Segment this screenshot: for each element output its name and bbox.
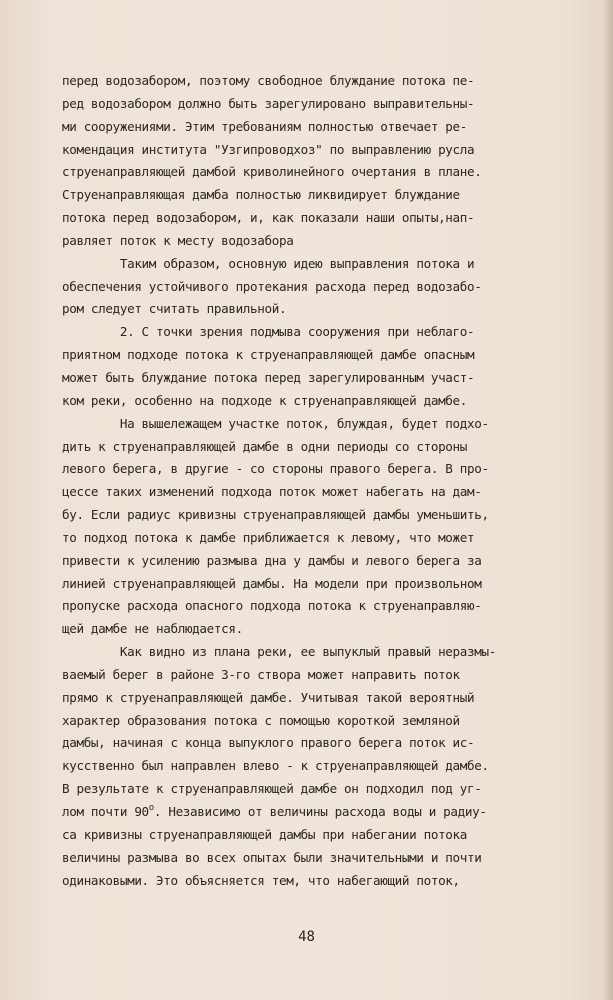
text-line: может быть блуждание потока перед зарегулированным участ- (62, 369, 475, 385)
text-line: характер образования потока с помощью короткой земляной (62, 712, 460, 728)
text-line: цессе таких изменений подхода поток может набегать на дам- (62, 484, 482, 500)
text-line: струенаправляющей дамбой криволинейного очертания в плане. (62, 164, 482, 180)
text-line: пропуске расхода опасного подхода потока к струенаправляю- (62, 598, 482, 614)
text-line: равляет поток к месту водозабора (62, 232, 294, 248)
text-line: щей дамбе не наблюдается. (62, 621, 243, 637)
degree-superscript: o (148, 803, 154, 813)
text-line: Как видно из плана реки, ее выпуклый правый неразмы- (62, 644, 496, 660)
text-line: дамбы, начиная с конца выпуклого правого берега поток ис- (62, 735, 475, 751)
text-line: бу. Если радиус кривизны струенаправляющей дамбы уменьшить, (62, 507, 489, 523)
text-line: дить к струенаправляющей дамбе в одни периоды со стороны (62, 438, 467, 454)
text-line: Струенаправляющая дамба полностью ликвидирует блуждание (62, 187, 460, 203)
text-line: комендация института "Узгипроводхоз" по выправлению русла (62, 141, 475, 157)
text-line: ваемый берег в районе 3-го створа может направить поток (62, 666, 460, 682)
text-line: приятном подходе потока к струенаправляющей дамбе опасным (62, 347, 475, 363)
text-line: В результате к струенаправляющей дамбе он подходил под уг- (62, 781, 482, 797)
text-line: ми сооружениями. Этим требованиям полностью отвечает ре- (62, 118, 467, 134)
text-line: ром следует считать правильной. (62, 301, 287, 317)
text-fragment: . Независимо от величины расхода воды и радиу- (153, 804, 487, 819)
text-line: ком реки, особенно на подходе к струенаправляющей дамбе. (62, 392, 467, 408)
text-line: са кривизны струенаправляющей дамбы при набегании потока (62, 826, 467, 842)
text-line: линией струенаправляющей дамбы. На модели при произвольном (62, 575, 482, 591)
text-line: то подход потока к дамбе приближается к левому, что может (62, 529, 475, 545)
text-line: кусственно был направлен влево - к струенаправляющей дамбе. (62, 758, 489, 774)
text-line: прямо к струенаправляющей дамбе. Учитывая такой вероятный (62, 689, 475, 705)
text-line: левого берега, в другие - со стороны правого берега. В про- (62, 461, 489, 477)
page-edge-shadow (603, 0, 613, 1000)
text-fragment: лом почти 90 (62, 804, 149, 819)
text-line: перед водозабором, поэтому свободное блуждание потока пе- (62, 73, 475, 88)
text-line: одинаковыми. Это объясняется тем, что набегающий поток, (62, 872, 460, 888)
page-number: 48 (298, 929, 315, 945)
text-line: обеспечения устойчивого протекания расхода перед водозабо- (62, 278, 482, 294)
text-line: привести к усилению размыва дна у дамбы и левого берега за (62, 552, 482, 568)
text-line-with-degree (62, 801, 592, 824)
text-line: ред водозабором должно быть зарегулировано выправительны- (62, 95, 475, 111)
text-line: На вышележащем участке поток, блуждая, будет подхо- (62, 415, 489, 431)
text-line: Таким образом, основную идею выправления потока и (62, 255, 475, 271)
text-line: величины размыва во всех опытах были значительными и почти (62, 849, 482, 865)
text-line: 2. С точки зрения подмыва сооружения при неблаго- (62, 324, 475, 340)
body-text (62, 70, 592, 892)
text-line: потока перед водозабором, и, как показали наши опыты,нап- (62, 210, 475, 226)
